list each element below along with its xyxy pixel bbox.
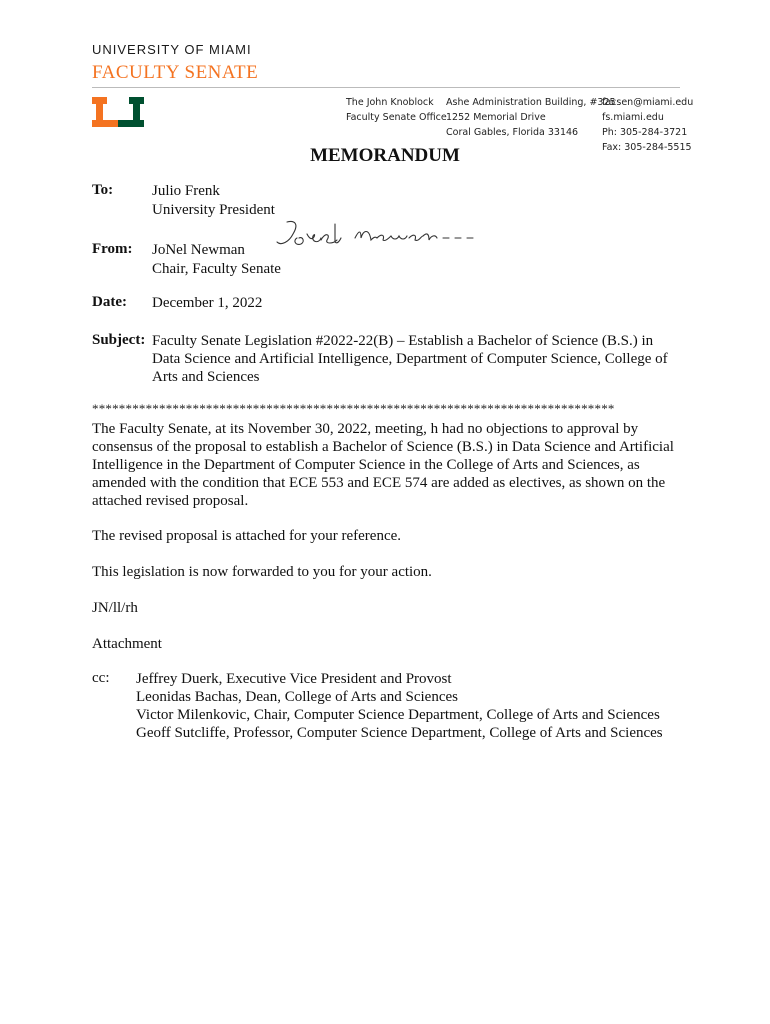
letterhead-line: The John Knoblock xyxy=(346,97,434,108)
letterhead-address-block xyxy=(446,95,616,140)
faculty-senate-title: FACULTY SENATE xyxy=(92,62,259,83)
subject-line: Data Science and Artificial Intelligence, Department of Computer Science, College of xyxy=(152,351,668,367)
subject-line: Arts and Sciences xyxy=(152,369,260,385)
from-title: Chair, Faculty Senate xyxy=(152,261,281,277)
cc-recipient: Victor Milenkovic, Chair, Computer Science Department, College of Arts and Sciences xyxy=(136,707,660,723)
letterhead-line: Faculty Senate Office xyxy=(346,112,447,123)
date-value: December 1, 2022 xyxy=(152,295,263,311)
letterhead-office-block xyxy=(346,95,447,125)
to-title: University President xyxy=(152,202,275,218)
cc-recipient: Geoff Sutcliffe, Professor, Computer Science Department, College of Arts and Sciences xyxy=(136,725,663,741)
letterhead-email: facsen@miami.edu xyxy=(602,97,694,108)
initials: JN/ll/rh xyxy=(92,600,138,616)
from-name: JoNel Newman xyxy=(152,242,245,258)
memo-title: MEMORANDUM xyxy=(310,145,460,166)
subject-label: Subject: xyxy=(92,332,146,348)
subject-line: Faculty Senate Legislation #2022-22(B) – Establish a Bachelor of Science (B.S.) in xyxy=(152,333,654,349)
attachment-note: Attachment xyxy=(92,636,162,652)
to-value xyxy=(152,182,275,220)
cc-recipient: Jeffrey Duerk, Executive Vice President and Provost xyxy=(136,671,452,687)
to-name: Julio Frenk xyxy=(152,183,220,199)
body-line: The Faculty Senate, at its November 30, 2022, meeting, h had no objections to approval by xyxy=(92,421,639,437)
letterhead-divider xyxy=(92,87,680,88)
asterisk-separator: ****************************************************************************** xyxy=(92,401,615,416)
date-label: Date: xyxy=(92,294,127,310)
cc-recipient: Leonidas Bachas, Dean, College of Arts and Sciences xyxy=(136,689,458,705)
letterhead-line: Coral Gables, Florida 33146 xyxy=(446,127,579,138)
body-line: consensus of the proposal to establish a Bachelor of Science (B.S.) in Data Science and Artificial xyxy=(92,439,674,455)
signature xyxy=(273,216,483,261)
letterhead-phone: Ph: 305-284-3721 xyxy=(602,127,688,138)
cc-list xyxy=(136,670,663,742)
letterhead-fax: Fax: 305-284-5515 xyxy=(602,142,692,153)
cc-label: cc: xyxy=(92,670,110,686)
u-logo-icon xyxy=(92,95,144,134)
from-value xyxy=(152,241,281,279)
subject-text xyxy=(152,332,682,386)
body-paragraph-3: This legislation is now forwarded to you for your action. xyxy=(92,564,432,580)
university-name: UNIVERSITY OF MIAMI xyxy=(92,42,252,57)
letterhead-line: 1252 Memorial Drive xyxy=(446,112,546,123)
body-paragraph-2: The revised proposal is attached for your reference. xyxy=(92,528,402,544)
body-line: amended with the condition that ECE 553 and ECE 574 are added as electives, as shown on the xyxy=(92,475,666,491)
to-label: To: xyxy=(92,182,114,198)
from-label: From: xyxy=(92,241,133,257)
body-line: attached revised proposal. xyxy=(92,493,249,509)
letterhead-website: fs.miami.edu xyxy=(602,112,664,123)
letterhead-line: Ashe Administration Building, #325 xyxy=(446,97,616,108)
body-line: Intelligence in the Department of Computer Science in the College of Arts and Sciences, as xyxy=(92,457,640,473)
body-paragraph-1 xyxy=(92,420,692,510)
